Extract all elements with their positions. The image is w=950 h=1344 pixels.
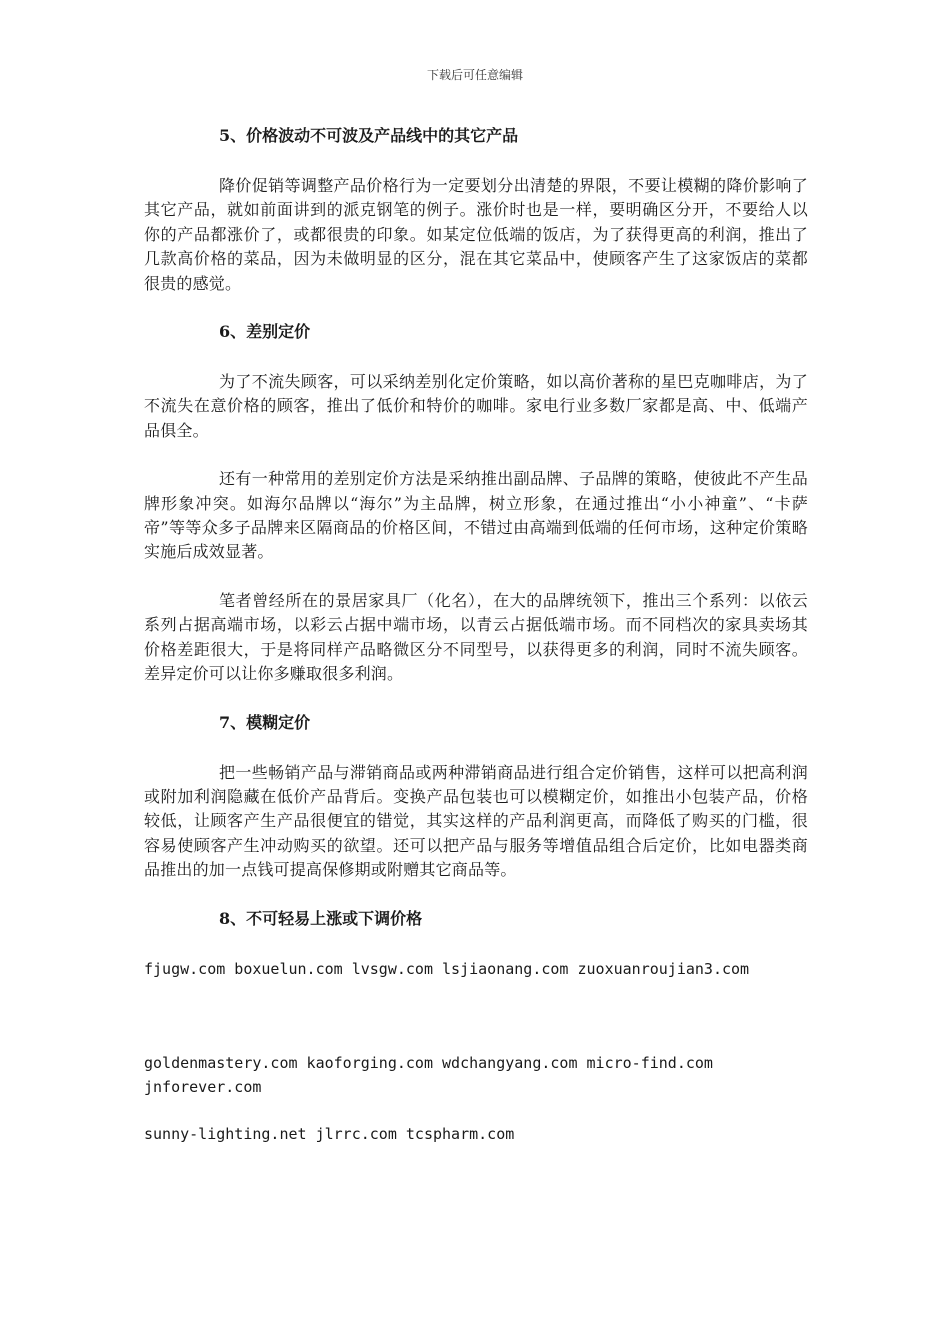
- paragraph: 还有一种常用的差别定价方法是采纳推出副品牌、子品牌的策略，使彼此不产生品牌形象冲突。如海尔品牌以“海尔”为主品牌，树立形象，在通过推出“小小神童”、“卡萨帝”等等众多子品牌来区隔商品的价格区间，不错过由高端到低端的任何市场，这种定价策略实施后成效显著。: [144, 469, 808, 562]
- link-line-1: fjugw.com boxuelun.com lvsgw.com lsjiaonang.com zuoxuanroujian3.com: [144, 959, 750, 978]
- link-line-3: sunny-lighting.net jlrrc.com tcspharm.com: [144, 1124, 515, 1143]
- document-body: [144, 124, 808, 1146]
- paragraph: 降价促销等调整产品价格行为一定要划分出清楚的界限，不要让模糊的降价影响了其它产品，就如前面讲到的派克钢笔的例子。涨价时也是一样，要明确区分开，不要给人以你的产品都涨价了，或都很贵的印象。如某定位低端的饭店，为了获得更高的利润，推出了几款高价格的菜品，因为未做明显的区分，混在其它菜品中，使顾客产生了这家饭店的菜都很贵的感觉。: [144, 176, 808, 293]
- paragraph: 为了不流失顾客，可以采纳差别化定价策略，如以高价著称的星巴克咖啡店，为了不流失在意价格的顾客，推出了低价和特价的咖啡。家电行业多数厂家都是高、中、低端产品俱全。: [144, 372, 808, 440]
- section-heading-5: 5、价格波动不可波及产品线中的其它产品: [219, 126, 519, 145]
- paragraph: 笔者曾经所在的景居家具厂（化名），在大的品牌统领下，推出三个系列：以依云系列占据高端市场，以彩云占据中端市场，以青云占据低端市场。而不同档次的家具卖场其价格差距很大，于是将同样产品略微区分不同型号，以获得更多的利润，同时不流失顾客。差异定价可以让你多赚取很多利润。: [144, 590, 808, 684]
- link-line-2: goldenmastery.com kaoforging.com wdchangyang.com micro-find.com jnforever.com: [144, 1053, 713, 1096]
- paragraph: 把一些畅销产品与滞销商品或两种滞销商品进行组合定价销售，这样可以把高利润或附加利润隐藏在低价产品背后。变换产品包装也可以模糊定价，如推出小包装产品，价格较低，让顾客产生产品很便宜的错觉，其实这样的产品利润更高，而降低了购买的门槛，很容易使顾客产生冲动购买的欲望。还可以把产品与服务等增值品组合后定价，比如电器类商品推出的加一点钱可提高保修期或附赠其它商品等。: [144, 762, 808, 880]
- section-heading-8: 8、不可轻易上涨或下调价格: [219, 908, 423, 928]
- page-header: 下载后可任意编辑: [426, 68, 523, 82]
- section-heading-7: 7、模糊定价: [219, 712, 311, 732]
- section-heading-6: 6、差别定价: [219, 322, 311, 342]
